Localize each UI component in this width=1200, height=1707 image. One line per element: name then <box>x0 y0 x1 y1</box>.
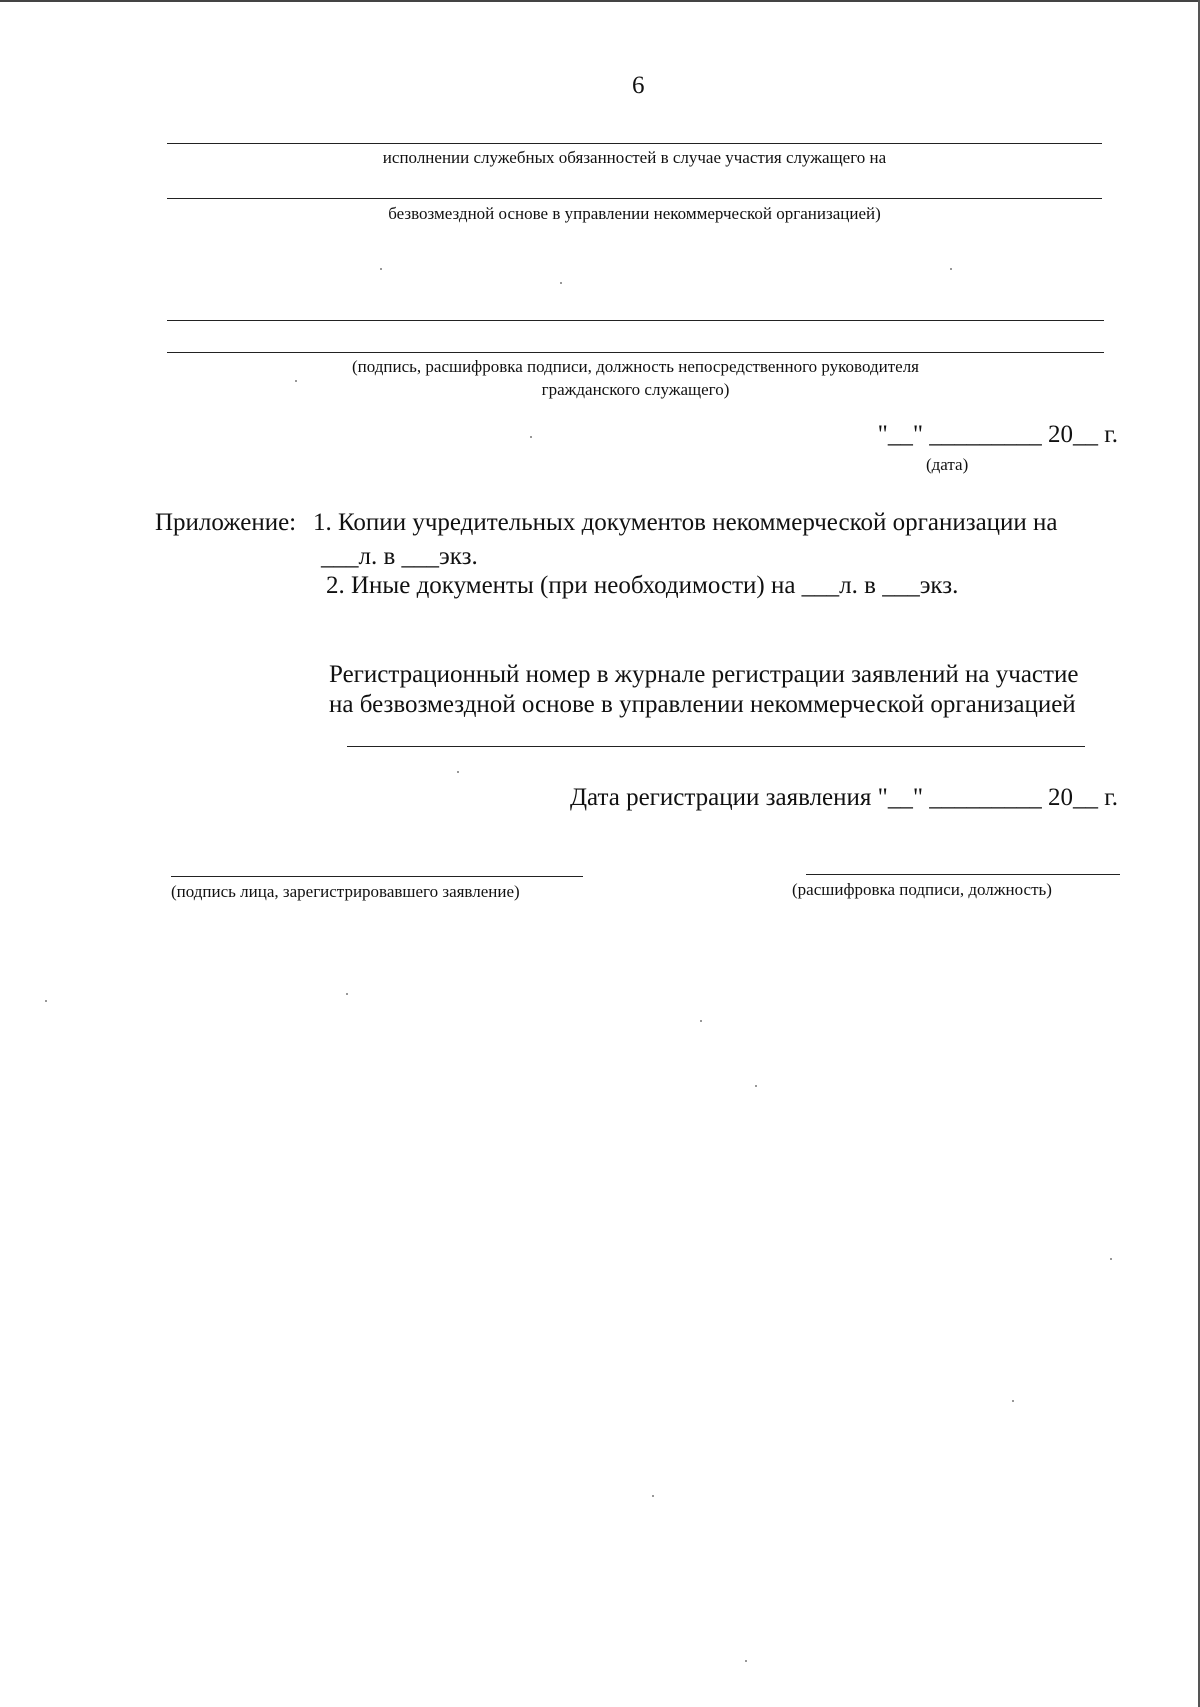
scan-speck <box>380 268 382 270</box>
scan-speck <box>45 1000 47 1002</box>
scan-speck <box>295 380 297 382</box>
registration-number-line1: Регистрационный номер в журнале регистрации заявлений на участие <box>329 661 1079 688</box>
registration-number-field <box>347 746 1085 747</box>
scan-speck <box>457 771 459 773</box>
scan-edge-top <box>0 0 1200 2</box>
date-line: "__" _________ 20__ г. <box>877 421 1118 448</box>
supervisor-caption-line2: гражданского служащего) <box>541 380 730 399</box>
registration-date-line: Дата регистрации заявления "__" _________ 20__ г. <box>570 784 1118 811</box>
supervisor-caption-line1: (подпись, расшифровка подписи, должность непосредственного руководителя <box>351 357 920 376</box>
attachment-item-1-line1: 1. Копии учредительных документов некоммерческой организации на <box>313 509 1058 536</box>
scan-speck <box>652 1495 654 1497</box>
scan-speck <box>700 1020 702 1022</box>
signature-caption-right: (расшифровка подписи, должность) <box>792 880 1052 899</box>
attachment-item-1-line2: ___л. в ___экз. <box>321 543 478 570</box>
scan-speck <box>530 436 532 438</box>
scan-speck <box>755 1085 757 1087</box>
date-caption: (дата) <box>926 455 969 474</box>
scan-speck <box>745 1660 747 1662</box>
scan-speck <box>560 282 562 284</box>
fill-line <box>167 352 1104 353</box>
scan-speck <box>950 268 952 270</box>
page-number: 6 <box>632 72 645 99</box>
attachments-label: Приложение: <box>155 509 297 536</box>
scan-speck <box>1110 1258 1112 1260</box>
fill-line <box>167 320 1104 321</box>
header-caption-line1: исполнении служебных обязанностей в случае участия служащего на <box>382 148 887 167</box>
fill-line <box>167 143 1102 144</box>
attachment-item-2: 2. Иные документы (при необходимости) на ___л. в ___экз. <box>326 572 959 599</box>
header-caption-line2: безвозмездной основе в управлении некоммерческой организацией) <box>388 204 881 223</box>
signature-line-left <box>171 876 583 877</box>
fill-line <box>167 198 1102 199</box>
scan-speck <box>346 993 348 995</box>
signature-caption-left: (подпись лица, зарегистрировавшего заявление) <box>171 882 520 901</box>
scan-speck <box>1012 1400 1014 1402</box>
registration-number-line2: на безвозмездной основе в управлении некоммерческой организацией <box>329 691 1076 718</box>
signature-line-right <box>806 874 1120 875</box>
